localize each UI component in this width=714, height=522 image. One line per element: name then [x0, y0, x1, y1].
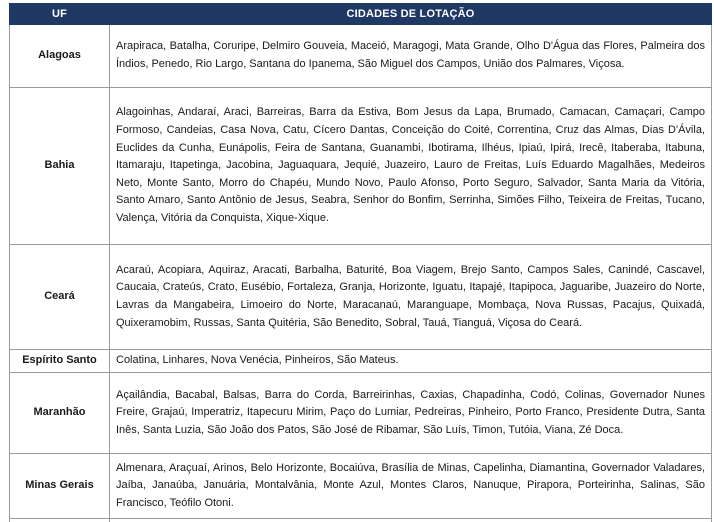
state-name: Alagoas: [10, 25, 110, 88]
city-list: Alagoinhas, Andaraí, Araci, Barreiras, Barra da Estiva, Bom Jesus da Lapa, Brumado, Camacan, Camaçari, Campo Formoso, Candeias, Casa Nova, Catu, Cícero Dantas, Conceição do Coité, Correntina, Cruz das Almas, Dias D'Ávila, Euclides da Cunha, Eunápolis, Feira de Santana, Guanambi, Ibotirama, Ilhéus, Ipiaú, Ipirá, Irecê, Itaberaba, Itabuna, Itamaraju, Itapetinga, Jacobina, Jaguaquara, Jequié, Juazeiro, Lauro de Freitas, Luís Eduardo Magalhães, Medeiros Neto, Monte Santo, Morro do Chapéu, Mundo Novo, Paulo Afonso, Porto Seguro, Salvador, Santa Maria da Vitória, Santo Amaro, Santo Antônio de Jesus, Seabra, Senhor do Bonfim, Serrinha, Simões Filho, Teixeira de Freitas, Tucano, Valença, Vitória da Conquista, Xique-Xique.: [110, 88, 712, 245]
table-row: [10, 88, 712, 245]
table-row: [10, 373, 712, 454]
city-list: Acaraú, Acopiara, Aquiraz, Aracati, Barbalha, Baturité, Boa Viagem, Brejo Santo, Campos Sales, Canindé, Cascavel, Caucaia, Crateús, Crato, Eusébio, Fortaleza, Granja, Horizonte, Iguatu, Itapajé, Itapipoca, Jaguaribe, Juazeiro do Norte, Lavras da Mangabeira, Limoeiro do Norte, Maracanaú, Maranguape, Mombaça, Nova Russas, Pacajus, Quixadá, Quixeramobim, Russas, Santa Quitéria, São Benedito, Sobral, Tauá, Tianguá, Viçosa do Ceará.: [110, 245, 712, 350]
table-row: [10, 245, 712, 350]
state-name: Ceará: [10, 245, 110, 350]
header-cidades: CIDADES DE LOTAÇÃO: [110, 4, 712, 25]
city-list: Almenara, Araçuaí, Arinos, Belo Horizonte, Bocaiúva, Brasília de Minas, Capelinha, Diamantina, Governador Valadares, Jaíba, Janaúba, Januária, Montalvânia, Monte Azul, Montes Claros, Nanuque, Pirapora, Porteirinha, Salinas, São Francisco, Teófilo Otoni.: [110, 454, 712, 519]
table-row: [10, 454, 712, 519]
cities-table: [9, 3, 712, 522]
city-list: Açailândia, Bacabal, Balsas, Barra do Corda, Barreirinhas, Caxias, Chapadinha, Codó, Colinas, Governador Nunes Freire, Grajaú, Imperatriz, Itapecuru Mirim, Paço do Lumiar, Pedreiras, Pinheiro, Porto Franco, Presidente Dutra, Santa Inês, Santa Luzia, São João dos Patos, São José de Ribamar, São Luís, Timon, Tutóia, Viana, Zé Doca.: [110, 373, 712, 454]
table-row-partial: [10, 519, 712, 522]
empty-cell: [10, 519, 110, 522]
state-name: Maranhão: [10, 373, 110, 454]
state-name: Minas Gerais: [10, 454, 110, 519]
header-uf: UF: [10, 4, 110, 25]
table-row: [10, 25, 712, 88]
city-list: Arapiraca, Batalha, Coruripe, Delmiro Gouveia, Maceió, Maragogi, Mata Grande, Olho D'Água das Flores, Palmeira dos Índios, Penedo, Rio Largo, Santana do Ipanema, São Miguel dos Campos, União dos Palmares, Viçosa.: [110, 25, 712, 88]
table-header-row: [10, 4, 712, 25]
state-name: Espírito Santo: [10, 350, 110, 373]
empty-cell: [110, 519, 712, 522]
city-list: Colatina, Linhares, Nova Venécia, Pinheiros, São Mateus.: [110, 350, 712, 373]
table-row: [10, 350, 712, 373]
state-name: Bahia: [10, 88, 110, 245]
